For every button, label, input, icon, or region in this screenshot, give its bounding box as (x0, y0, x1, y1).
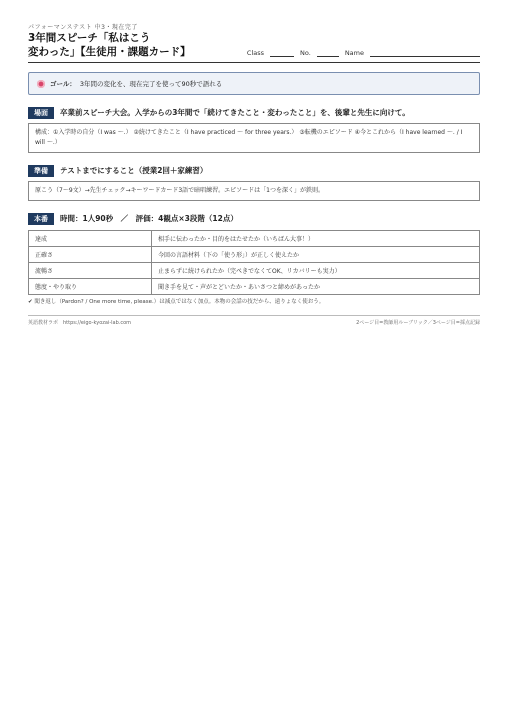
title-row (28, 31, 480, 59)
scene-tag: 場面 (28, 107, 54, 119)
page-title (28, 31, 191, 59)
goal-box (28, 72, 480, 95)
prep-header (28, 165, 480, 177)
target-icon (37, 80, 45, 88)
rubric-note: ✔ 聞き返し（Pardon? / One more time, please.）は減点ではなく加点。本物の会話の技だから、遠りょなく使おう。 (28, 299, 325, 305)
table-row (29, 279, 480, 295)
table-row (29, 231, 480, 247)
footer-pages: 2ページ目=教師用ルーブリック／3ページ目=採点記録 (356, 320, 480, 326)
goal-label: ゴール： (50, 80, 76, 88)
title-line-2: 変わった」【生徒用・課題カード】 (28, 46, 191, 58)
test-tag: 本番 (28, 213, 54, 225)
table-row (29, 263, 480, 279)
scene-heading: 卒業前スピーチ大会。入学からの3年間で「続けてきたこと・変わったこと」を、後輩と先生に向けて。 (60, 108, 410, 117)
class-label: Class (246, 49, 265, 57)
test-section (28, 213, 480, 305)
name-blank[interactable] (370, 48, 480, 57)
title-line-1: 3年間スピーチ「私はこう (28, 32, 151, 44)
rubric-table (28, 230, 480, 295)
scene-box: 構成：①入学時の自分（I was ～.） ②続けてきたこと（I have practiced ～ for three years.） ③転機のエピソード ④今とこれから（I have learned ～. / I will ～.） (28, 123, 480, 153)
class-info (247, 48, 480, 57)
page-footer (28, 315, 480, 326)
table-row (29, 247, 480, 263)
name-label: Name (344, 49, 364, 57)
class-blank[interactable] (270, 48, 294, 57)
prep-box: 原こう（7～9文）→先生チェック→キーワードカード3語で暗唱練習。エピソードは「1つを深く」が鉄則。 (28, 181, 480, 201)
no-blank[interactable] (317, 48, 339, 57)
test-heading: 時間：1人90秒 ／ 評価：4観点×3段階（12点） (60, 214, 238, 223)
criterion-desc: 止まらずに続けられたか（完ぺきでなくてOK、リカバリーも実力） (152, 263, 480, 279)
eyebrow: パフォーマンステスト 中3・現在完了 (28, 24, 138, 31)
scene-header (28, 107, 480, 119)
criterion-desc: 今回の言語材料（下の「使う形」）が正しく使えたか (152, 247, 480, 263)
title-divider (28, 62, 480, 63)
footer-site[interactable]: 英語教材ラボ https://eigo-kyozai-lab.com (28, 320, 132, 326)
criterion-name: 正確さ (29, 247, 152, 263)
criterion-name: 態度・やり取り (29, 279, 152, 295)
no-label: No. (300, 49, 311, 57)
criterion-name: 達成 (29, 231, 152, 247)
criterion-desc: 相手に伝わったか・目的をはたせたか（いちばん大事！） (152, 231, 480, 247)
prep-tag: 準備 (28, 165, 54, 177)
criterion-desc: 聞き手を見て・声がとどいたか・あいさつと締めがあったか (152, 279, 480, 295)
prep-heading: テストまでにすること（授業2回＋家練習） (60, 166, 208, 175)
criterion-name: 流暢さ (29, 263, 152, 279)
scene-section (28, 107, 480, 153)
prep-section (28, 165, 480, 201)
test-header (28, 213, 480, 225)
goal-text: 3年間の変化を、現在完了を使って90秒で語れる (79, 80, 223, 88)
